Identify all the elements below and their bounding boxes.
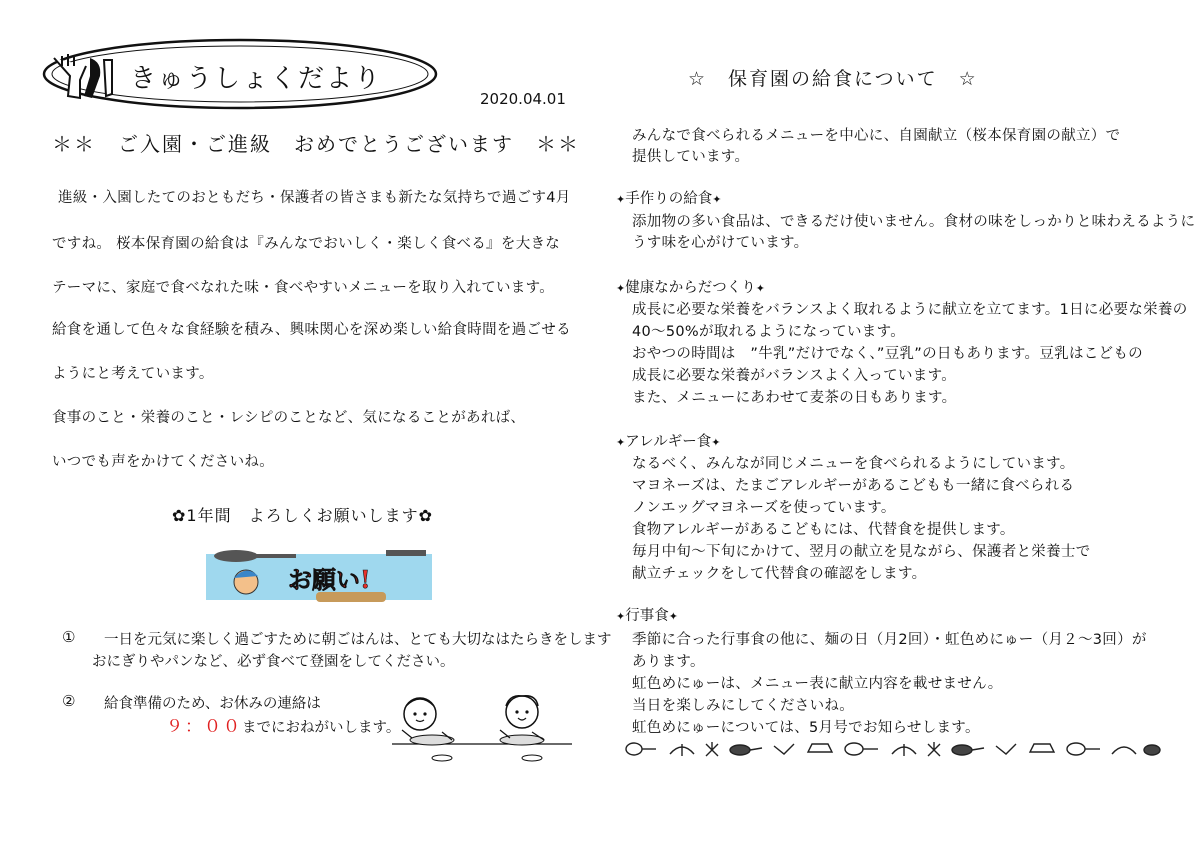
kitchen-tools-border bbox=[622, 738, 1162, 760]
section-line: 成長に必要な栄養がバランスよく入っています。 bbox=[632, 368, 957, 384]
diamond-icon: ✦ bbox=[616, 436, 626, 449]
request-number: ① bbox=[62, 628, 76, 646]
section-line: あります。 bbox=[632, 654, 705, 670]
section-line: 添加物の多い食品は、できるだけ使いません。食材の味をしっかりと味わえるように bbox=[632, 214, 1196, 230]
request-line bbox=[166, 712, 400, 737]
diamond-icon: ✦ bbox=[668, 610, 678, 623]
diamond-icon: ✦ bbox=[755, 282, 765, 295]
intro-line: ですね。 桜本保育園の給食は『みんなでおいしく・楽しく食べる』を大きな bbox=[52, 236, 561, 252]
diamond-icon: ✦ bbox=[711, 436, 721, 449]
right-intro-line: 提供しています。 bbox=[632, 149, 750, 165]
intro-line: テーマに、家庭で食べなれた味・食べやすいメニューを取り入れています。 bbox=[52, 280, 555, 296]
intro-line: 食事のこと・栄養のこと・レシピのことなど、気になることがあれば、 bbox=[52, 410, 526, 426]
section-line: 当日を楽しみにしてくださいね。 bbox=[632, 698, 854, 714]
section-line: うす味を心がけています。 bbox=[632, 235, 809, 251]
fork-knife-icon bbox=[54, 54, 112, 98]
banner-text: お願い! bbox=[288, 565, 371, 594]
section-line: 季節に合った行事食の他に、麺の日（月2回）・虹色めにゅー（月２～3回）が bbox=[632, 632, 1147, 648]
right-column-title: ☆ 保育園の給食について ☆ bbox=[688, 68, 978, 90]
section-line: なるべく、みんなが同じメニューを食べられるようにしています。 bbox=[632, 456, 1075, 472]
intro-line: いつでも声をかけてくださいね。 bbox=[52, 454, 274, 470]
request-line-rest: までにおねがいします。 bbox=[242, 720, 401, 736]
section-line: 虹色めにゅーについては、5月号でお知らせします。 bbox=[632, 720, 980, 736]
request-line: おにぎりやパンなど、必ず食べて登園をしてください。 bbox=[92, 654, 455, 670]
diamond-icon: ✦ bbox=[616, 193, 626, 206]
diamond-icon: ✦ bbox=[616, 610, 626, 623]
section-heading: ✦健康なからだつくり✦ bbox=[616, 280, 765, 296]
section-line: 成長に必要な栄養をバランスよく取れるように献立を立てます。1日に必要な栄養の bbox=[632, 302, 1188, 318]
diamond-icon: ✦ bbox=[616, 282, 626, 295]
section-heading: ✦手作りの給食✦ bbox=[616, 191, 722, 207]
section-line: 虹色めにゅーは、メニュー表に献立内容を載せません。 bbox=[632, 676, 1003, 692]
section-line: 40～50%が取れるようになっています。 bbox=[632, 324, 906, 340]
right-intro-line: みんなで食べられるメニューを中心に、自園献立（桜本保育園の献立）で bbox=[632, 128, 1121, 144]
section-line: 毎月中旬～下旬にかけて、翌月の献立を見ながら、保護者と栄養士で bbox=[632, 544, 1091, 560]
deadline-time: ９：００ bbox=[166, 717, 242, 737]
intro-line: 給食を通して色々な食経験を積み、興味関心を深め楽しい給食時間を過ごせる bbox=[52, 322, 571, 338]
section-line: ノンエッグマヨネーズを使っています。 bbox=[632, 500, 896, 516]
greeting-heading: ＊＊ ご入園・ご進級 おめでとうございます ＊＊ bbox=[52, 132, 580, 156]
request-banner bbox=[206, 548, 432, 606]
children-eating-icon bbox=[382, 688, 582, 768]
section-line: おやつの時間は ”牛乳”だけでなく、”豆乳”の日もあります。豆乳はこどもの bbox=[632, 346, 1143, 362]
section-line: マヨネーズは、たまごアレルギーがあるこどもも一緒に食べられる bbox=[632, 478, 1075, 494]
request-line: 給食準備のため、お休みの連絡は bbox=[104, 696, 321, 712]
section-line: また、メニューにあわせて麦茶の日もあります。 bbox=[632, 390, 957, 406]
intro-line: ようにと考えています。 bbox=[52, 366, 214, 382]
section-line: 献立チェックをして代替食の確認をします。 bbox=[632, 566, 927, 582]
section-heading: ✦アレルギー食✦ bbox=[616, 434, 721, 450]
section-heading: ✦行事食✦ bbox=[616, 608, 678, 624]
newsletter-title: きゅうしょくだより bbox=[130, 64, 383, 94]
request-number: ② bbox=[62, 692, 76, 710]
intro-line: 進級・入園したてのおともだち・保護者の皆さまも新たな気持ちで過ごす4月 bbox=[58, 190, 571, 206]
diamond-icon: ✦ bbox=[712, 193, 722, 206]
year-message: ✿1年間 よろしくお願いします✿ bbox=[172, 506, 433, 525]
section-line: 食物アレルギーがあるこどもには、代替食を提供します。 bbox=[632, 522, 1015, 538]
request-line: 一日を元気に楽しく過ごすために朝ごはんは、とても大切なはたらきをします bbox=[104, 632, 612, 648]
issue-date: 2020.04.01 bbox=[480, 90, 566, 108]
